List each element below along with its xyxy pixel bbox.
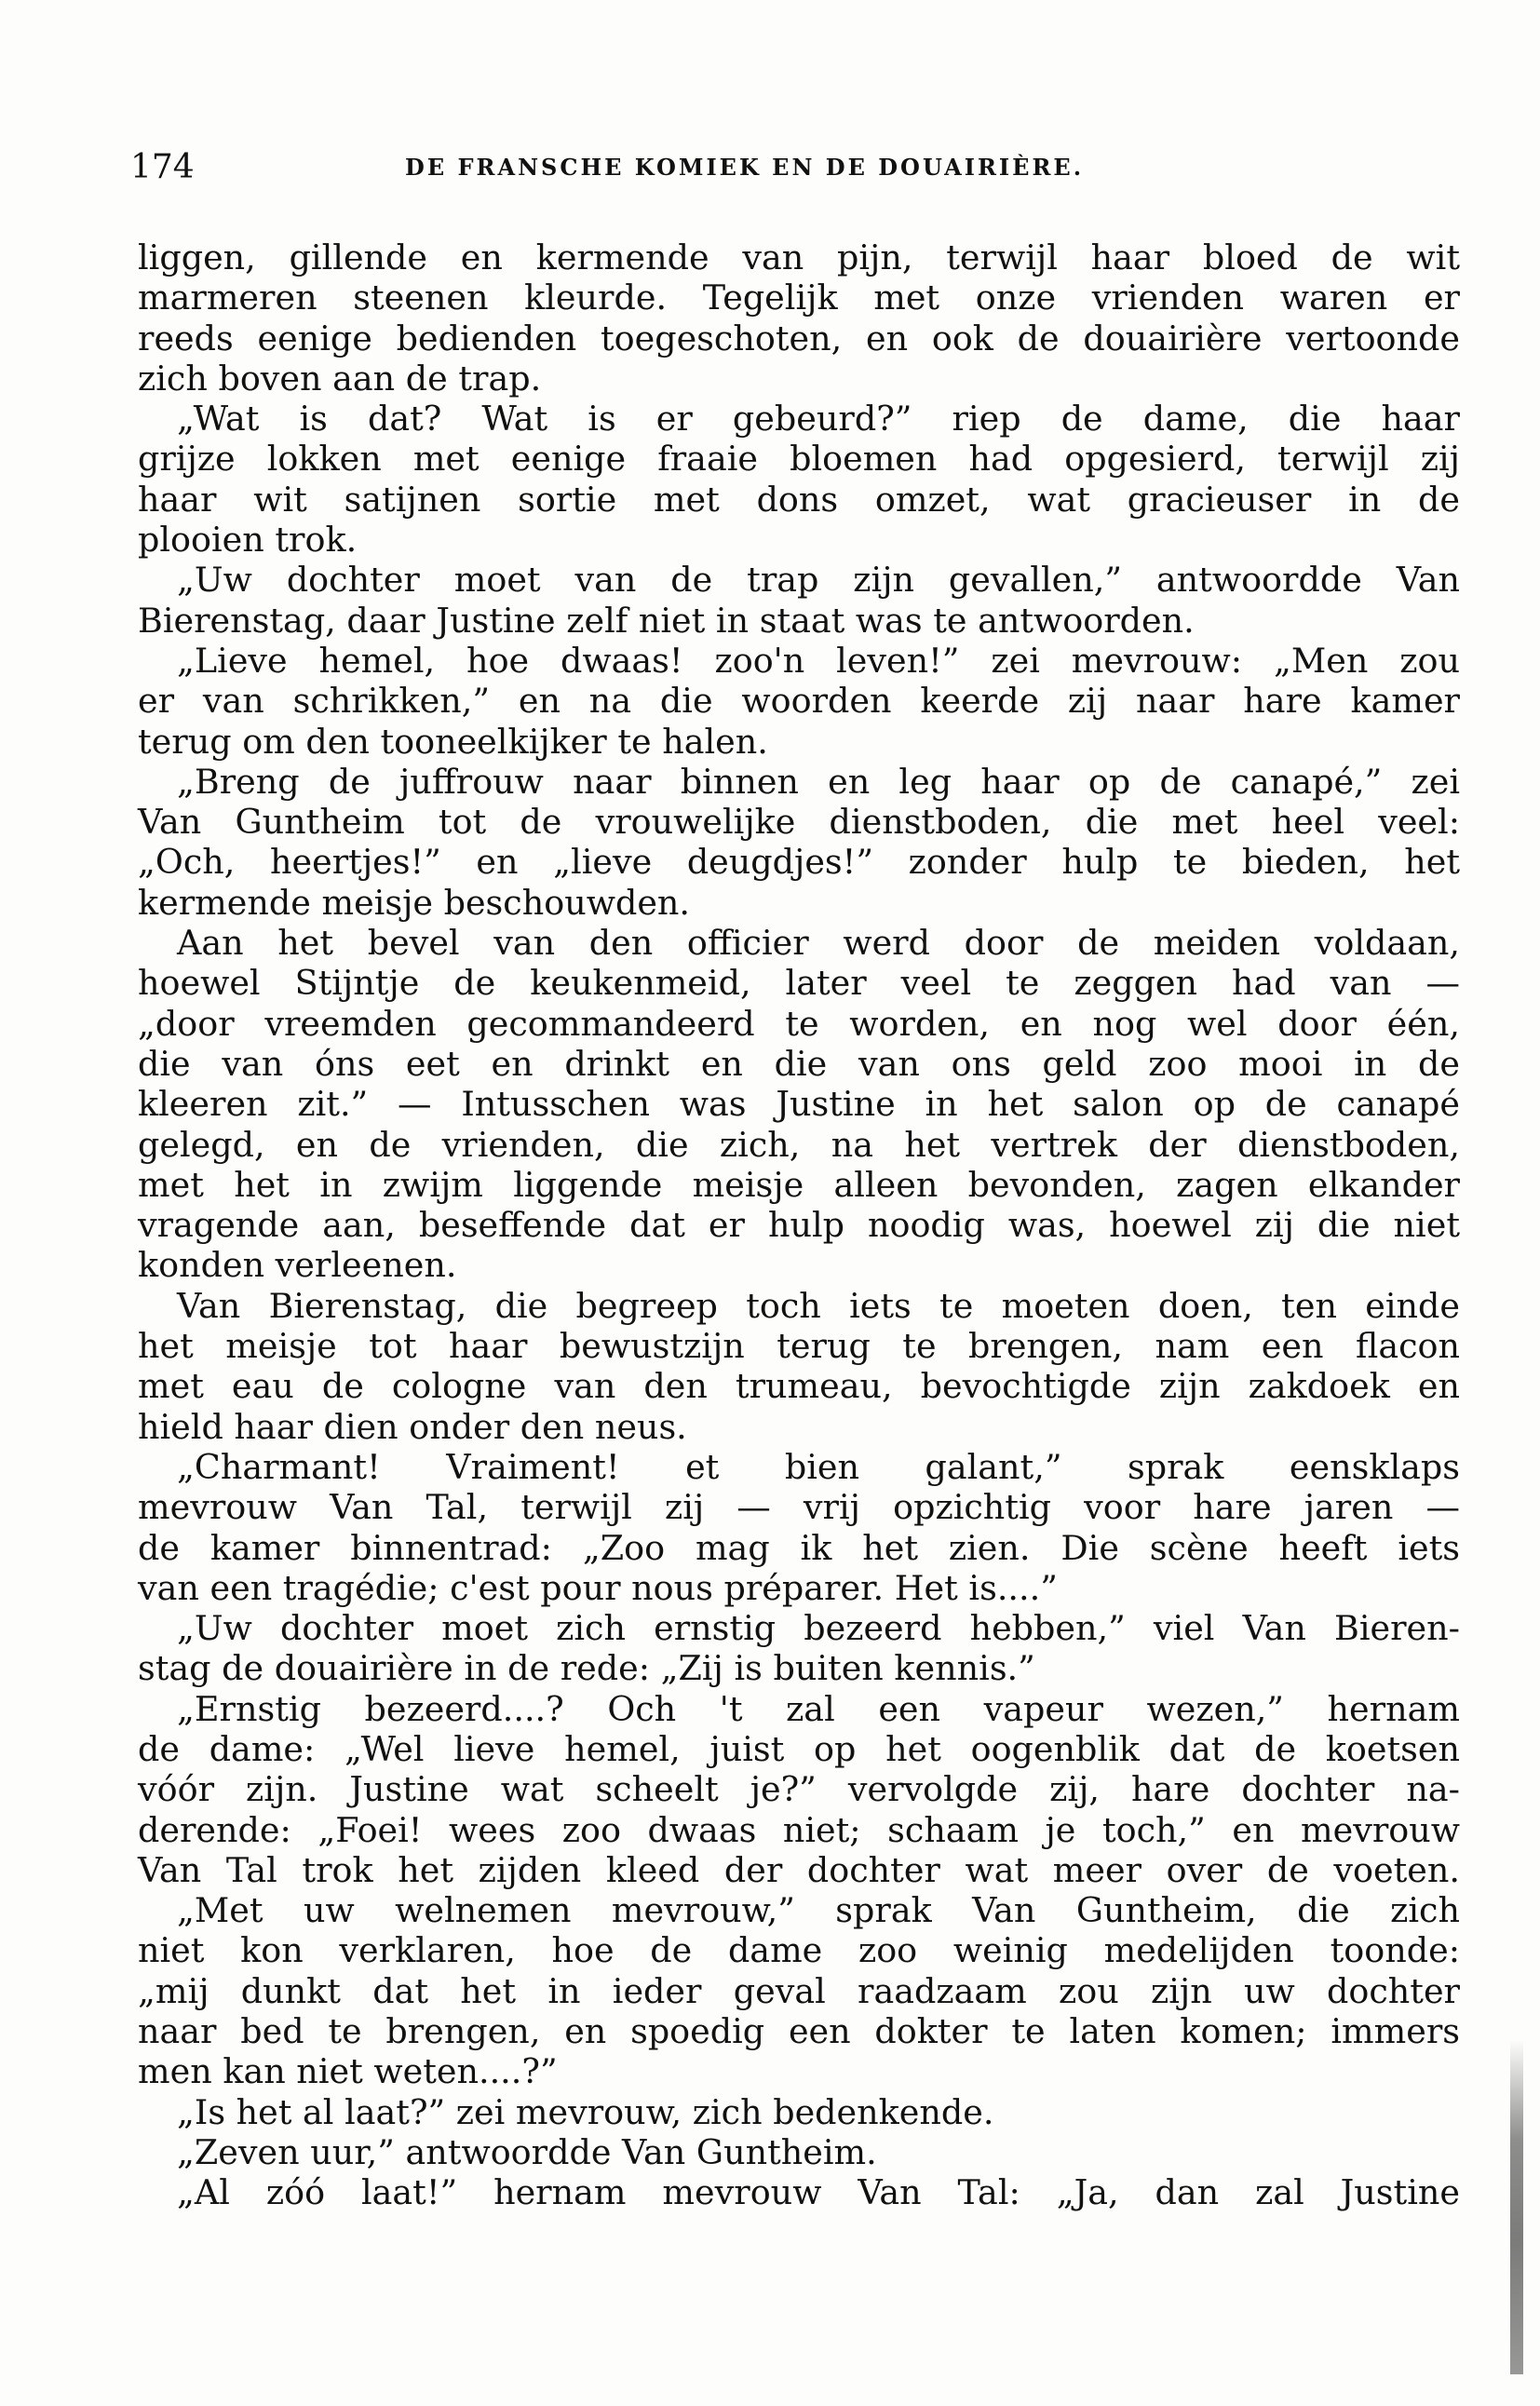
text-line: met het in zwijm liggende meisje alleen bevonden, zagen elkander [138,1164,1460,1205]
page-header [130,140,1471,196]
text-line: gelegd, en de vrienden, die zich, na het vertrek der dienstboden, [138,1124,1460,1165]
text-line: terug om den tooneelkijker te halen. [138,721,768,762]
text-line: „Lieve hemel, hoe dwaas! zoo'n leven!” zei mevrouw: „Men zou [177,640,1460,681]
text-line: kleeren zit.” — Intusschen was Justine in het salon op de canapé [138,1084,1460,1125]
text-line: mevrouw Van Tal, terwijl zij — vrij opzichtig voor hare jaren — [138,1487,1460,1528]
running-title: DE FRANSCHE KOMIEK EN DE DOUAIRIÈRE. [405,154,1085,181]
page-edge-shadow [1510,2039,1523,2374]
text-line: zich boven aan de trap. [138,358,542,399]
text-line: die van óns eet en drinkt en die van ons geld zoo mooi in de [138,1043,1460,1084]
text-line: er van schrikken,” en na die woorden keerde zij naar hare kamer [138,681,1460,722]
text-line: haar wit satijnen sortie met dons omzet, wat gracieuser in de [138,479,1460,520]
text-line: „Och, heertjes!” en „lieve deugdjes!” zonder hulp te bieden, het [138,842,1460,883]
text-line: naar bed te brengen, en spoedig een dokter te laten komen; immers [138,2011,1460,2052]
text-line: plooien trok. [138,520,358,561]
text-line: Aan het bevel van den officier werd door de meiden voldaan, [177,923,1460,964]
text-line: Van Guntheim tot de vrouwelijke dienstboden, die met heel veel: [138,802,1460,843]
text-line: Bierenstag, daar Justine zelf niet in staat was te antwoorden. [138,600,1195,641]
text-line: de dame: „Wel lieve hemel, juist op het oogenblik dat de koetsen [138,1728,1460,1769]
text-line: grijze lokken met eenige fraaie bloemen had opgesierd, terwijl zij [138,439,1460,480]
text-line: liggen, gillende en kermende van pijn, terwijl haar bloed de wit [138,237,1460,277]
text-line: men kan niet weten....?” [138,2051,558,2092]
text-line: „Zeven uur,” antwoordde Van Guntheim. [177,2131,877,2172]
text-line: „Al zóó laat!” hernam mevrouw Van Tal: „Ja, dan zal Justine [177,2172,1460,2213]
text-line: vóór zijn. Justine wat scheelt je?” vervolgde zij, hare dochter na- [138,1769,1460,1810]
text-line: de kamer binnentrad: „Zoo mag ik het zien. Die scène heeft iets [138,1527,1460,1568]
text-line: vragende aan, beseffende dat er hulp noodig was, hoewel zij die niet [138,1205,1460,1246]
page-number: 174 [130,148,195,186]
text-line: niet kon verklaren, hoe de dame zoo weinig medelijden toonde: [138,1930,1460,1971]
text-line: „Breng de juffrouw naar binnen en leg haar op de canapé,” zei [177,761,1460,802]
text-line: „door vreemden gecommandeerd te worden, en nog wel door één, [138,1003,1460,1044]
text-line: het meisje tot haar bewustzijn terug te brengen, nam een flacon [138,1326,1460,1367]
text-line: „mij dunkt dat het in ieder geval raadzaam zou zijn uw dochter [138,1970,1460,2011]
text-line: Van Tal trok het zijden kleed der dochter wat meer over de voeten. [138,1849,1460,1890]
text-line: „Met uw welnemen mevrouw,” sprak Van Guntheim, die zich [177,1890,1460,1931]
text-line: reeds eenige bedienden toegeschoten, en ook de douairière vertoonde [138,318,1460,358]
text-line: hoewel Stijntje de keukenmeid, later veel te zeggen had van — [138,963,1460,1004]
text-line: Van Bierenstag, die begreep toch iets te moeten doen, ten einde [177,1285,1460,1326]
text-line: „Ernstig bezeerd....? Och 't zal een vapeur wezen,” hernam [177,1688,1460,1729]
text-line: konden verleenen. [138,1245,457,1286]
text-line: „Uw dochter moet van de trap zijn gevallen,” antwoordde Van [177,560,1460,601]
text-line: van een tragédie; c'est pour nous préparer. Het is....” [138,1567,1058,1608]
text-line: „Is het al laat?” zei mevrouw, zich bedenkende. [177,2091,994,2132]
text-line: hield haar dien onder den neus. [138,1406,687,1447]
text-line: marmeren steenen kleurde. Tegelijk met onze vrienden waren er [138,277,1460,318]
text-line: kermende meisje beschouwden. [138,882,691,923]
text-line: „Wat is dat? Wat is er gebeurd?” riep de dame, die haar [177,399,1460,439]
text-line: stag de douairière in de rede: „Zij is buiten kennis.” [138,1648,1035,1689]
text-line: „Uw dochter moet zich ernstig bezeerd hebben,” viel Van Bieren- [177,1608,1460,1649]
text-line: met eau de cologne van den trumeau, bevochtigde zijn zakdoek en [138,1366,1460,1407]
text-line: derende: „Foei! wees zoo dwaas niet; schaam je toch,” en mevrouw [138,1809,1460,1850]
text-line: „Charmant! Vraiment! et bien galant,” sprak eensklaps [177,1446,1460,1487]
body-text [138,237,1460,2213]
